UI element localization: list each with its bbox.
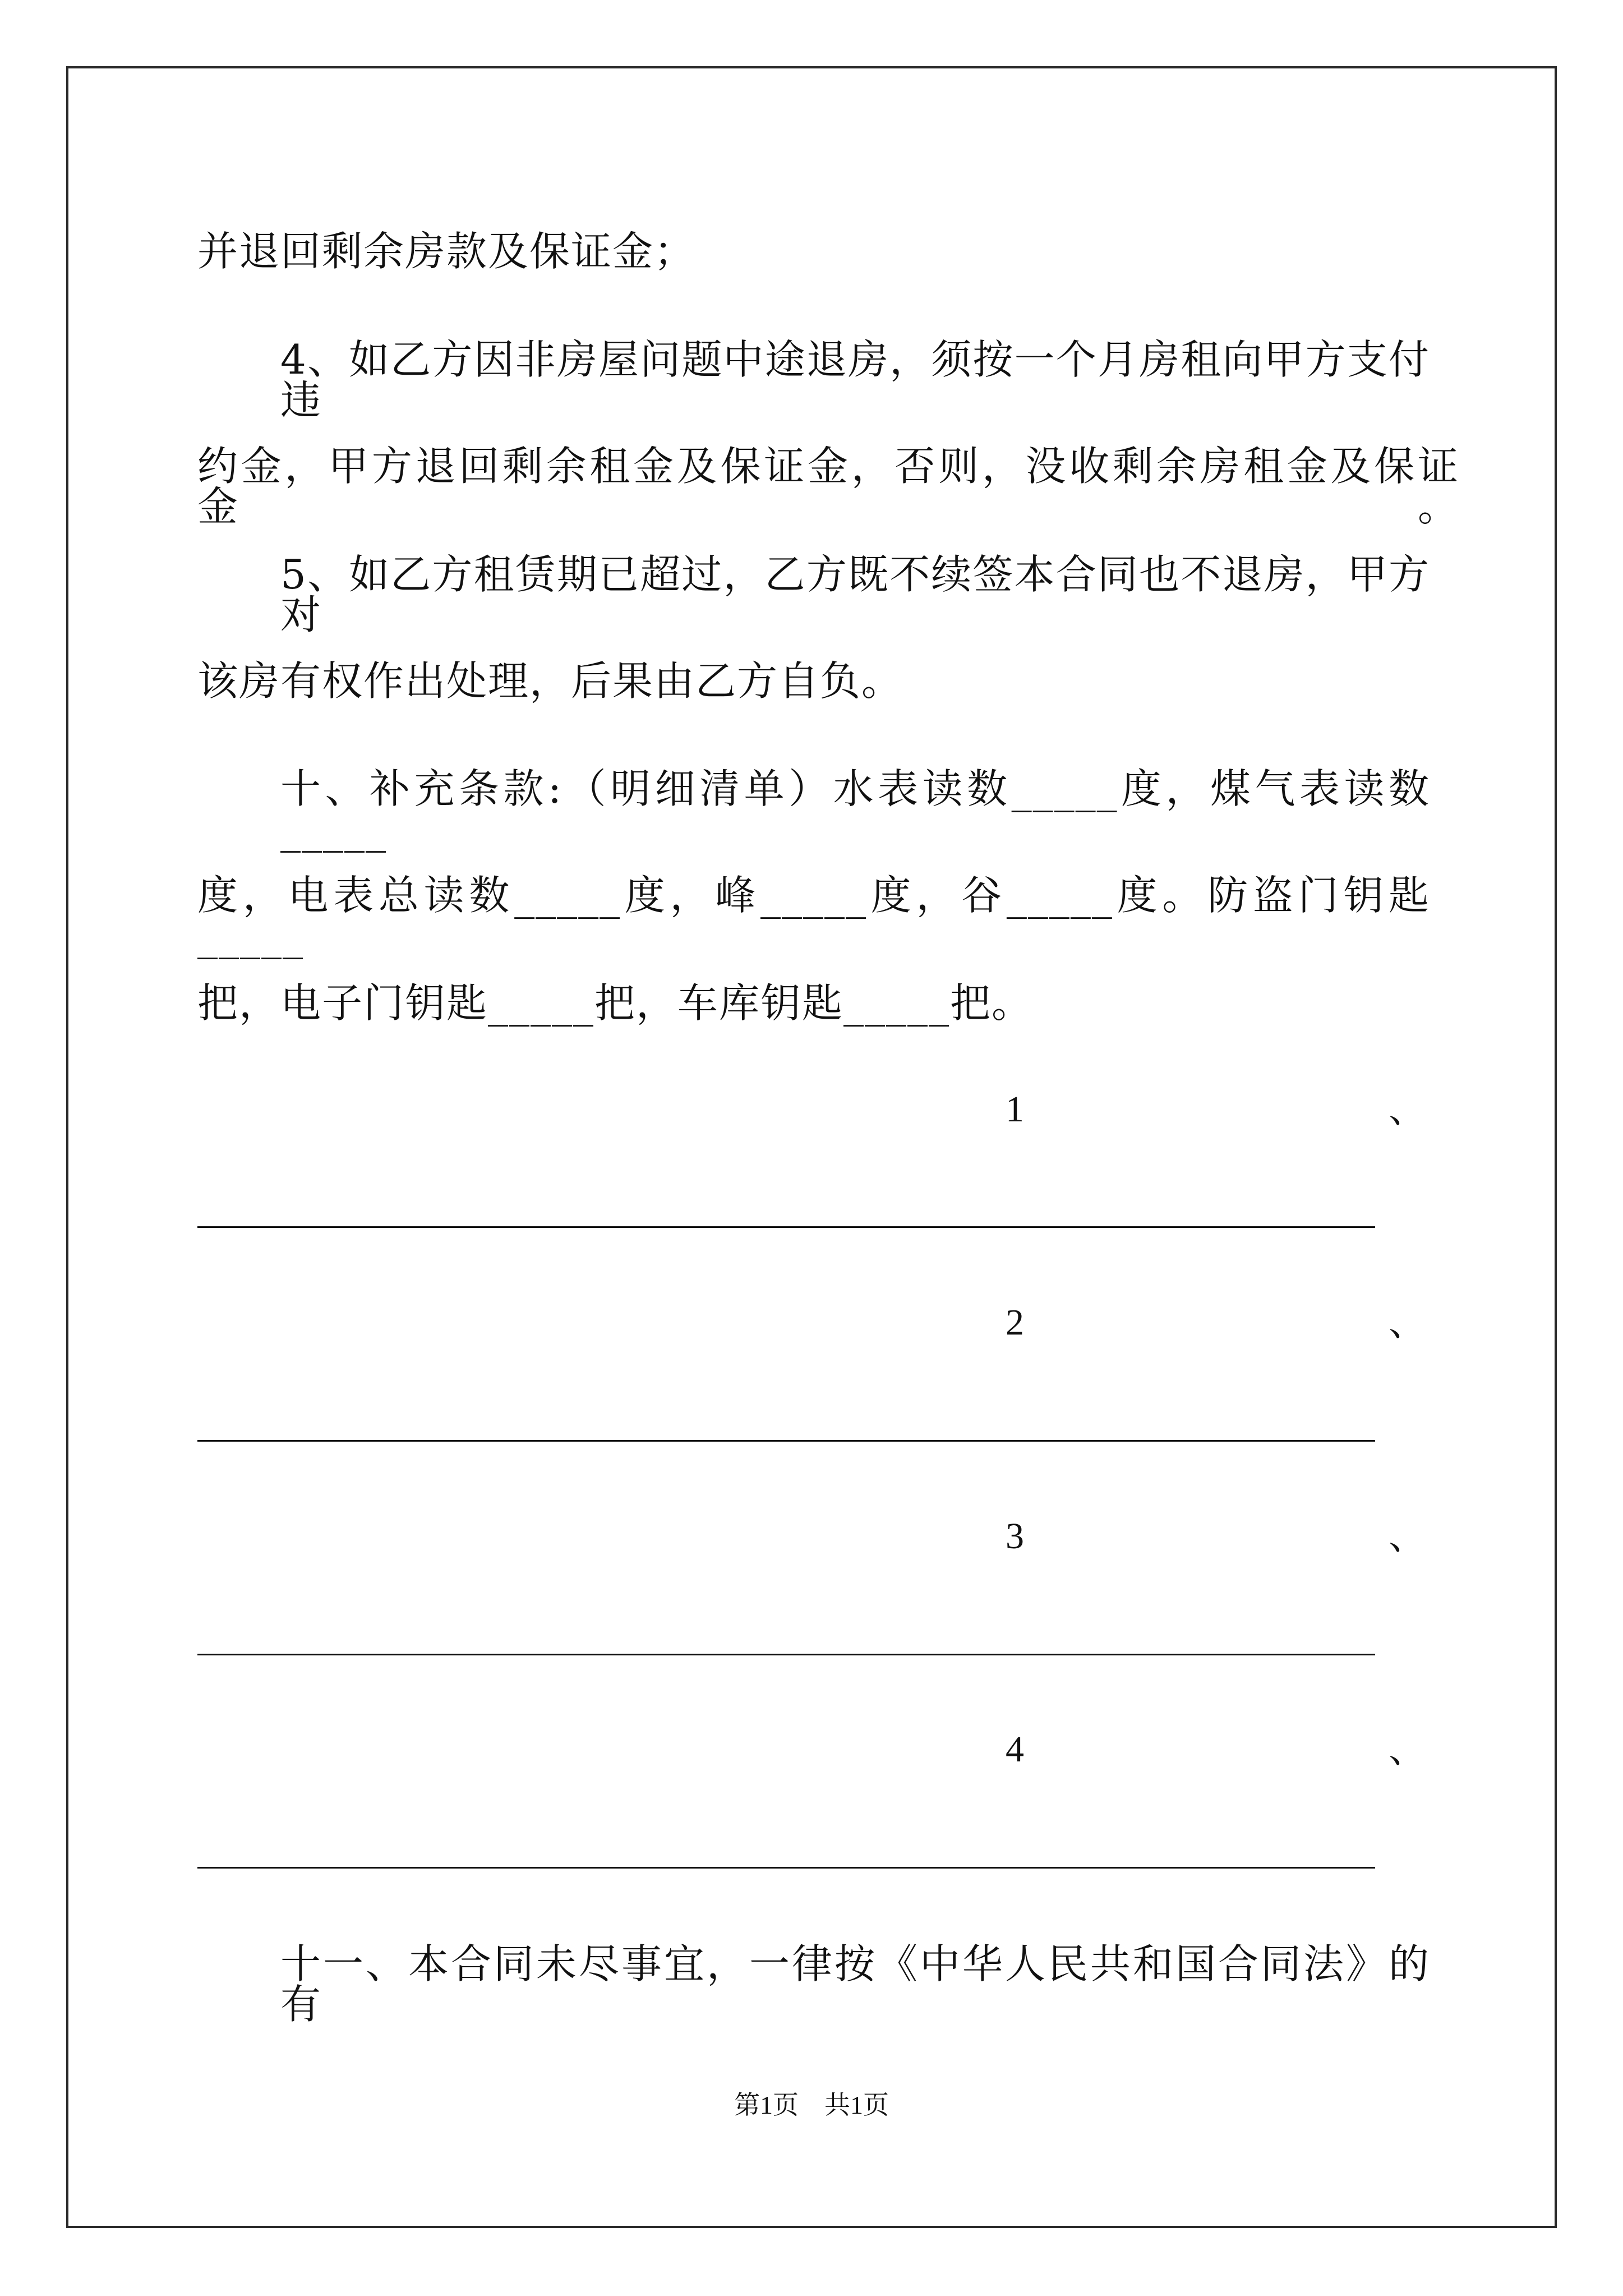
page-footer: 第1页 共1页 [734,2091,889,2119]
item-number-4: 4 [1006,1729,1024,1770]
paragraph-line-6: 十、补充条款:（明细清单）水表读数_____度，煤气表读数_____ [280,765,1430,853]
item-mark-1: 、 [1389,1088,1426,1131]
item-mark-3: 、 [1389,1515,1426,1558]
item-mark-2: 、 [1389,1301,1426,1344]
paragraph-line-9: 十一、本合同未尽事宜，一律按《中华人民共和国合同法》的有 [280,1940,1430,2028]
blank-line-3 [197,1654,1375,1655]
paragraph-line-7: 度，电表总读数_____度，峰_____度，谷_____度。防盗门钥匙_____ [197,872,1430,959]
item-number-3: 3 [1006,1516,1024,1557]
paragraph-line-3: 约金，甲方退回剩余租金及保证金，否则，没收剩余房租金及保证金。 [197,443,1459,530]
blank-line-2 [197,1440,1375,1442]
item-number-1: 1 [1006,1089,1024,1130]
paragraph-line-8: 把，电子门钥匙_____把，车库钥匙_____把。 [197,979,1034,1027]
paragraph-line-4: 5、如乙方租赁期已超过，乙方既不续签本合同也不退房，甲方对 [280,551,1430,638]
item-mark-4: 、 [1389,1728,1426,1771]
blank-line-1 [197,1226,1375,1228]
paragraph-line-1: 并退回剩余房款及保证金； [197,228,696,275]
paragraph-line-5: 该房有权作出处理，后果由乙方自负。 [197,657,903,705]
item-number-2: 2 [1006,1302,1024,1343]
paragraph-line-2: 4、如乙方因非房屋问题中途退房，须按一个月房租向甲方支付违 [280,336,1430,424]
blank-line-4 [197,1867,1375,1869]
